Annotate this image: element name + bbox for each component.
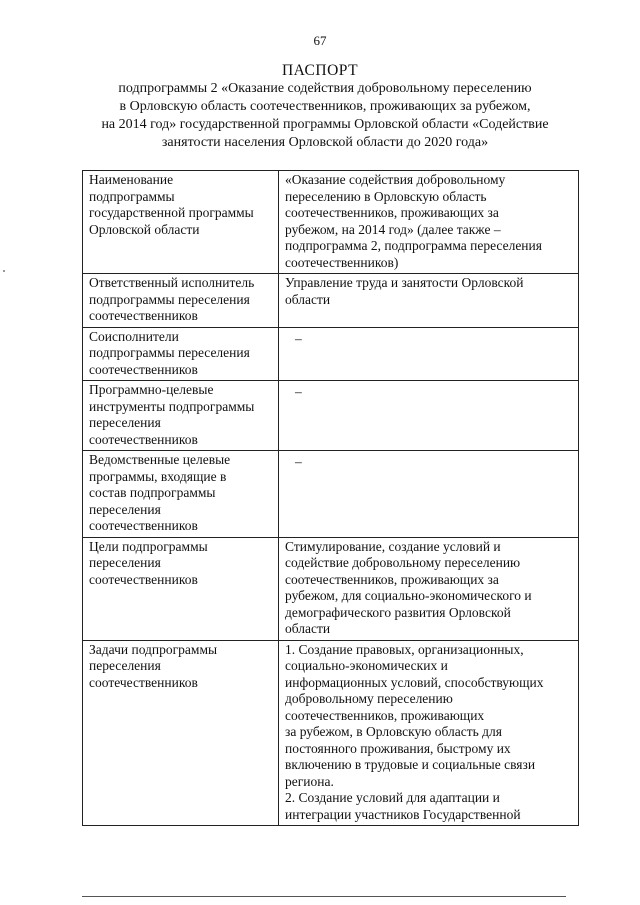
table-row [83, 171, 579, 274]
row-value-line: рубежом, на 2014 год» (далее также – [285, 221, 501, 237]
row-value-cell [279, 451, 579, 538]
row-name-line: Соисполнители [89, 328, 179, 344]
row-value-line: за рубежом, в Орловскую область для [285, 724, 502, 739]
row-value-cell [279, 274, 579, 328]
row-name-line: переселения [89, 415, 161, 430]
bottom-rule [82, 896, 566, 897]
row-name-cell [83, 171, 279, 274]
row-name-line: Программно-целевые [89, 382, 214, 397]
subtitle-line: на 2014 год» государственной программы Орловской области «Содействие [101, 117, 549, 132]
row-value-line: демографического развития Орловской [285, 604, 511, 620]
row-value-line: информационных условий, способствующих [285, 674, 544, 690]
row-name-line: Цели подпрограммы [89, 538, 208, 554]
row-name-line: Задачи подпрограммы [89, 641, 218, 657]
row-value-line: социально-экономических и [285, 658, 448, 673]
empty-value-dash: – [295, 330, 302, 346]
row-value-line: «Оказание содействия добровольному [285, 172, 506, 187]
document-subtitle [90, 80, 560, 152]
row-value-line: содействие добровольному переселению [285, 555, 521, 570]
row-value-cell [279, 537, 579, 640]
row-value-line: Управление труда и занятости Орловской [285, 275, 524, 290]
table-row [83, 451, 579, 538]
row-name-cell [83, 640, 279, 826]
subtitle-line: занятости населения Орловской области до 2020 года» [161, 135, 489, 150]
row-name-cell [83, 381, 279, 451]
row-name-cell [83, 327, 279, 381]
row-name-line: соотечественников [89, 431, 198, 447]
table-row [83, 381, 579, 451]
row-name-line: состав подпрограммы [89, 485, 216, 500]
row-value-line: области [285, 621, 331, 636]
row-value-line: соотечественников, проживающих [285, 707, 485, 723]
empty-value-dash: – [295, 384, 302, 399]
row-value-line: добровольному переселению [285, 691, 453, 706]
row-name-cell [83, 537, 279, 640]
row-name-line: соотечественников [89, 361, 198, 377]
passport-table-body [83, 171, 579, 826]
subtitle-line: подпрограммы 2 «Оказание содействия добровольному переселению [118, 81, 532, 96]
passport-table [82, 170, 579, 826]
row-value-cell [279, 171, 579, 274]
row-value-cell [279, 381, 579, 451]
page-number: 67 [313, 33, 327, 48]
row-name-line: подпрограммы [89, 188, 175, 204]
margin-mark [3, 270, 5, 272]
row-value-line: 1. Создание правовых, организационных, [285, 641, 524, 657]
row-value-line: интеграции участников Государственной [285, 806, 521, 822]
row-value-line: подпрограмма 2, подпрограмма переселения [285, 238, 542, 253]
row-value-cell [279, 327, 579, 381]
row-value-line: постоянного проживания, быстрому их [285, 740, 511, 756]
row-value-line: 2. Создание условий для адаптации и [285, 790, 500, 805]
row-name-line: переселения [89, 658, 161, 673]
row-name-line: переселения [89, 501, 161, 517]
table-row [83, 327, 579, 381]
row-name-line: Орловской области [89, 221, 200, 237]
row-name-cell [83, 451, 279, 538]
table-row [83, 537, 579, 640]
row-name-line: соотечественников [89, 518, 198, 533]
row-value-line: соотечественников) [285, 254, 399, 270]
row-value-line: Стимулирование, создание условий и [285, 538, 501, 554]
row-name-line: переселения [89, 555, 161, 570]
row-name-line: программы, входящие в [89, 468, 227, 484]
subtitle-line: в Орловскую область соотечественников, проживающих за рубежом, [119, 99, 531, 114]
row-value-line: области [285, 291, 331, 307]
row-name-line: соотечественников [89, 571, 198, 587]
row-value-line: рубежом, для социально-экономического и [285, 588, 532, 603]
row-name-line: подпрограммы переселения [89, 291, 250, 307]
row-value-line: соотечественников, проживающих за [285, 571, 499, 587]
row-name-line: Ответственный исполнитель [89, 275, 255, 290]
empty-value-dash: – [295, 454, 302, 469]
row-name-line: инструменты подпрограммы [89, 398, 255, 414]
table-row [83, 640, 579, 826]
row-value-line: переселению в Орловскую область [285, 188, 487, 204]
row-name-line: соотечественников [89, 674, 198, 690]
row-value-line: включению в трудовые и социальные связи [285, 757, 536, 772]
table-row [83, 274, 579, 328]
row-name-line: соотечественников [89, 308, 198, 323]
row-name-line: Ведомственные целевые [89, 452, 231, 467]
row-value-line: региона. [285, 773, 334, 789]
document-title: ПАСПОРТ [281, 62, 359, 79]
row-name-cell [83, 274, 279, 328]
row-value-line: соотечественников, проживающих за [285, 205, 499, 220]
row-name-line: государственной программы [89, 205, 254, 220]
row-value-cell [279, 640, 579, 826]
row-name-line: Наименование [89, 172, 174, 187]
row-name-line: подпрограммы переселения [89, 345, 250, 360]
